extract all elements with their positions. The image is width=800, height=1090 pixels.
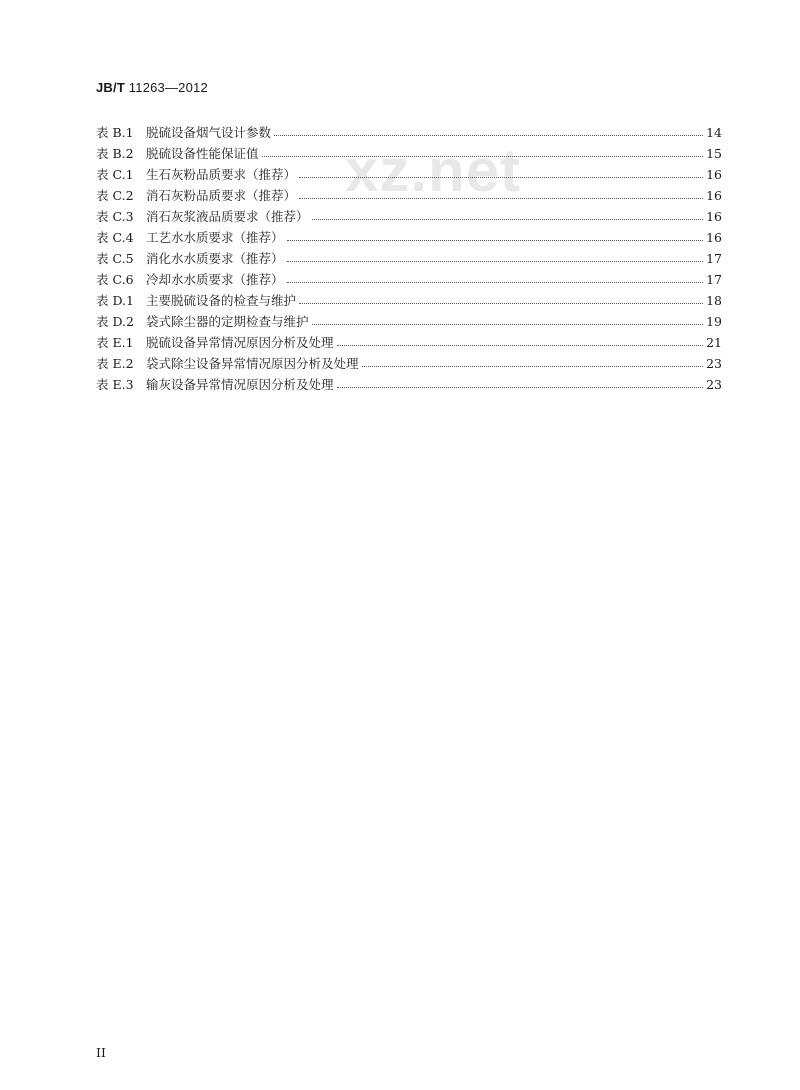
toc-leader-dots <box>287 239 703 241</box>
toc-entry[interactable] <box>96 118 722 139</box>
toc-entry-title: 输灰设备异常情况原因分析及处理 <box>146 376 334 392</box>
toc-leader-dots <box>287 281 703 283</box>
toc-leader-dots <box>262 155 703 157</box>
standard-number: 11263—2012 <box>128 80 208 95</box>
toc-entry-label: 表 E.3 <box>96 376 134 392</box>
toc-entry-title: 消石灰浆液品质要求（推荐） <box>146 208 309 224</box>
toc-entry-label: 表 D.1 <box>96 292 134 308</box>
toc-entry-label: 表 C.3 <box>96 208 134 224</box>
toc-leader-dots <box>337 344 703 346</box>
toc-entry-label: 表 E.2 <box>96 355 134 371</box>
toc-entry-label: 表 B.2 <box>96 145 134 161</box>
toc-entry-label: 表 E.1 <box>96 334 134 350</box>
toc-entry[interactable] <box>96 370 722 391</box>
toc-entry-title: 袋式除尘器的定期检查与维护 <box>146 313 309 329</box>
toc-entry-label: 表 C.6 <box>96 271 134 287</box>
toc-entry-title: 消石灰粉品质要求（推荐） <box>146 187 297 203</box>
toc-entry[interactable] <box>96 181 722 202</box>
toc-entry[interactable] <box>96 223 722 244</box>
toc-entry-title: 主要脱硫设备的检查与维护 <box>146 292 297 308</box>
toc-entry-page: 17 <box>706 250 722 266</box>
page-number: II <box>96 1045 106 1060</box>
toc-entry-label: 表 C.1 <box>96 166 134 182</box>
toc-entry-label: 表 C.2 <box>96 187 134 203</box>
toc-entry[interactable] <box>96 160 722 181</box>
standard-code: JB/T <box>96 80 125 95</box>
toc-entry-page: 19 <box>706 313 722 329</box>
toc-entry-title: 生石灰粉品质要求（推荐） <box>146 166 297 182</box>
toc-entry-label: 表 C.4 <box>96 229 134 245</box>
toc-leader-dots <box>299 176 703 178</box>
toc-entry-page: 18 <box>706 292 722 308</box>
toc-entry-title: 袋式除尘设备异常情况原因分析及处理 <box>146 355 359 371</box>
toc-entry[interactable] <box>96 307 722 328</box>
toc-entry[interactable] <box>96 286 722 307</box>
toc-entry-title: 冷却水水质要求（推荐） <box>146 271 284 287</box>
toc-entry[interactable] <box>96 244 722 265</box>
toc-entry-page: 14 <box>706 124 722 140</box>
toc-entry-title: 消化水水质要求（推荐） <box>146 250 284 266</box>
toc-entry[interactable] <box>96 328 722 349</box>
toc-leader-dots <box>299 302 703 304</box>
toc-entry[interactable] <box>96 349 722 370</box>
toc-entry-title: 脱硫设备烟气设计参数 <box>146 124 272 140</box>
toc-entry-page: 17 <box>706 271 722 287</box>
toc-leader-dots <box>299 197 703 199</box>
toc-entry-page: 16 <box>706 166 722 182</box>
toc-entry-page: 16 <box>706 229 722 245</box>
toc-leader-dots <box>362 365 703 367</box>
toc-entry-page: 15 <box>706 145 722 161</box>
toc-entry-title: 脱硫设备异常情况原因分析及处理 <box>146 334 334 350</box>
toc-leader-dots <box>287 260 703 262</box>
document-header <box>96 80 208 95</box>
toc-entry-label: 表 B.1 <box>96 124 134 140</box>
toc-entry-page: 23 <box>706 376 722 392</box>
toc-entry[interactable] <box>96 202 722 223</box>
toc-leader-dots <box>337 386 703 388</box>
toc-entry-label: 表 C.5 <box>96 250 134 266</box>
toc-entry[interactable] <box>96 139 722 160</box>
watermark: xz.net <box>345 137 522 204</box>
toc-entry-title: 脱硫设备性能保证值 <box>146 145 259 161</box>
toc-entry-label: 表 D.2 <box>96 313 134 329</box>
toc-entry-page: 23 <box>706 355 722 371</box>
toc-leader-dots <box>274 134 703 136</box>
toc-entry-page: 16 <box>706 187 722 203</box>
toc-entry-page: 21 <box>706 334 722 350</box>
toc-leader-dots <box>312 323 703 325</box>
toc-entry-page: 16 <box>706 208 722 224</box>
table-of-contents <box>96 118 722 391</box>
toc-entry-title: 工艺水水质要求（推荐） <box>146 229 284 245</box>
toc-entry[interactable] <box>96 265 722 286</box>
toc-leader-dots <box>312 218 703 220</box>
